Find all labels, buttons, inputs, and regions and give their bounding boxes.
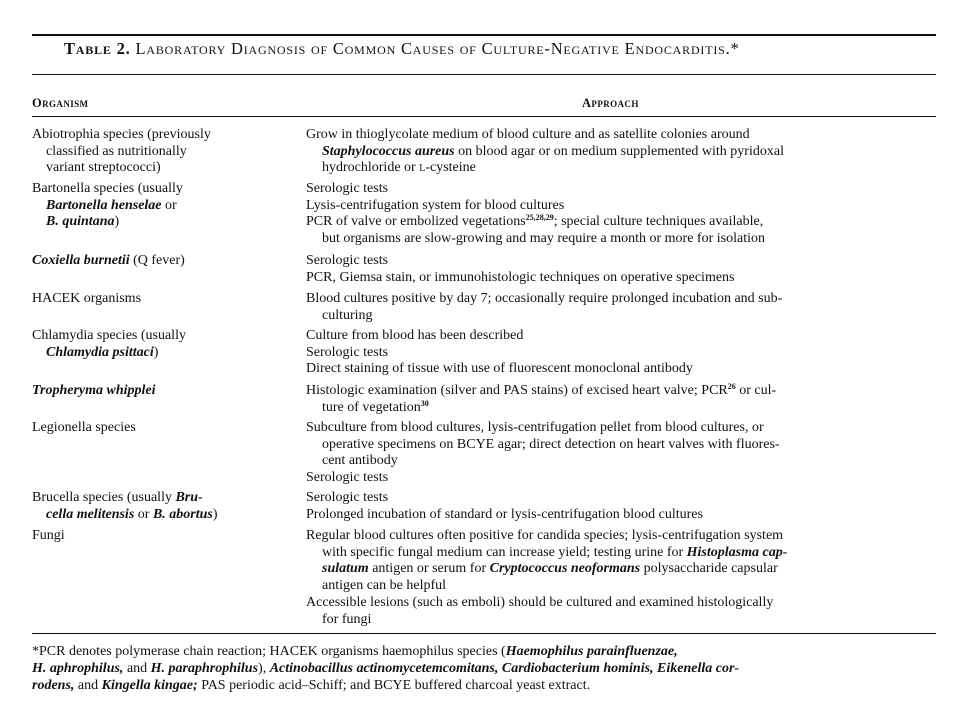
header-rule — [32, 116, 936, 117]
table-row-approach: Grow in thioglycolate medium of blood culture and as satellite colonies around Staphylococcus aureus on blood agar or on medium supplemented with pyridoxal hydrochloride or l-cysteine — [306, 127, 784, 176]
table-row-organism: Abiotrophia species (previously classified as nutritionally variant streptococci) — [32, 127, 211, 176]
table-caption-label: Table 2. — [64, 39, 131, 58]
table-row-organism: Fungi — [32, 528, 65, 543]
table-footnote: *PCR denotes polymerase chain reaction; HACEK organisms haemophilus species (Haemophilus parainfluenzae, H. aphrophilus, and H. paraphrophilus), Actinobacillus actinomycetemcomitans, Cardiobacterium hominis, Eikenella cor- rodens, and Kingella kingae; PAS periodic acid–Schiff; and BCYE buffered charcoal yeast extract. — [32, 644, 740, 693]
table-bottom-rule — [32, 633, 936, 634]
table-row-organism: Brucella species (usually Bru- cella melitensis or B. abortus) — [32, 490, 218, 522]
column-header-organism: Organism — [32, 96, 89, 110]
column-header-approach: Approach — [582, 96, 639, 110]
table-row-approach: Blood cultures positive by day 7; occasionally require prolonged incubation and sub- culturing — [306, 291, 783, 323]
table-row-organism: HACEK organisms — [32, 291, 142, 306]
top-rule — [32, 34, 936, 36]
table-row-approach: Serologic tests PCR, Giemsa stain, or immunohistologic techniques on operative specimens — [306, 253, 735, 285]
table-row-approach: Regular blood cultures often positive for candida species; lysis-centrifugation system with specific fungal medium can increase yield; testing urine for Histoplasma cap- sulatum antigen or serum for Cryptococcus neoformans polysaccharide capsular antigen can be helpful Accessible lesions (such as emboli) should be cultured and examined histologically for fungi — [306, 528, 788, 627]
table-row-approach: Culture from blood has been described Serologic tests Direct staining of tissue with use of fluorescent monoclonal antibody — [306, 328, 693, 377]
table-row-approach: Serologic tests Lysis-centrifugation system for blood cultures PCR of valve or embolized vegetations$^{25,28,29}$; special culture techniques available, but organisms are slow-growing and may require a month or more for isolation — [306, 181, 765, 247]
caption-rule — [32, 74, 936, 75]
table-row-organism: Legionella species — [32, 420, 136, 435]
table-row-approach: Histologic examination (silver and PAS stains) of excised heart valve; PCR$^{26}$ or cul- ture of vegetation$^{30}$ — [306, 382, 777, 415]
table-row-approach: Subculture from blood cultures, lysis-centrifugation pellet from blood cultures, or operative specimens on BCYE agar; direct detection on heart valves with fluores- cent antibody Serologic tests — [306, 420, 780, 486]
table-row-organism: Coxiella burnetii (Q fever) — [32, 253, 185, 268]
table-row-organism: Tropheryma whipplei — [32, 383, 156, 398]
table-row-organism: Chlamydia species (usually Chlamydia psittaci) — [32, 328, 186, 360]
table-caption-title: Laboratory Diagnosis of Common Causes of Culture-Negative Endocarditis.* — [135, 39, 740, 58]
table-row-approach: Serologic tests Prolonged incubation of standard or lysis-centrifugation blood cultures — [306, 490, 703, 522]
table-row-organism: Bartonella species (usually Bartonella henselae or B. quintana) — [32, 181, 183, 230]
table-caption — [64, 39, 740, 59]
